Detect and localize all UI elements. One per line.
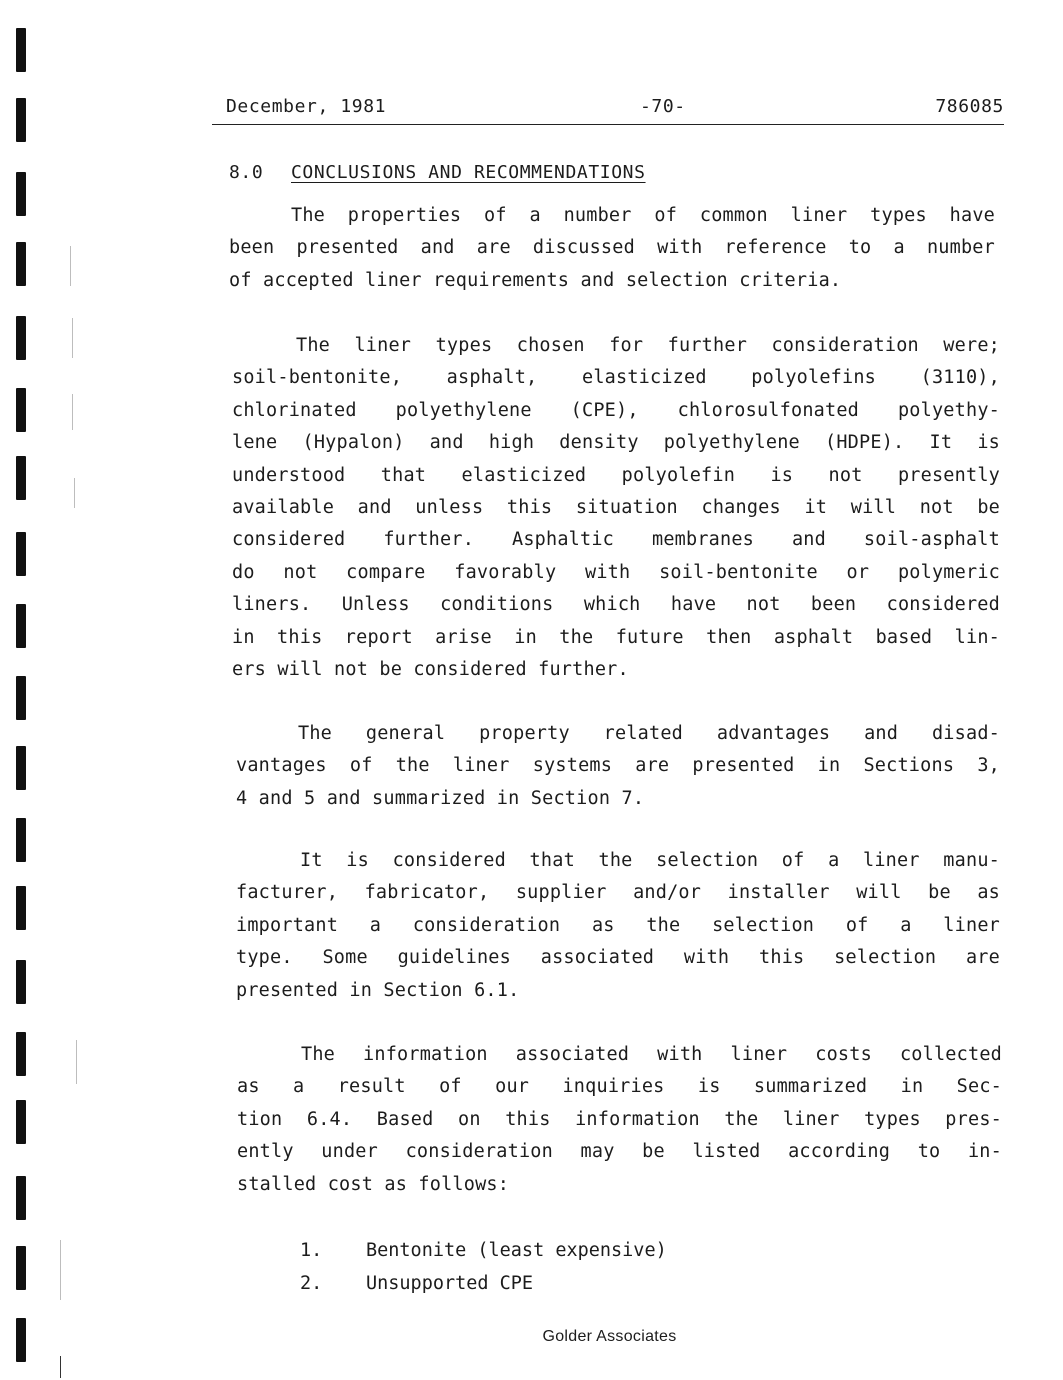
paragraph-line: been presented and are discussed with reference to a number — [229, 237, 995, 259]
binder-mark — [16, 532, 26, 576]
binder-mark — [16, 960, 26, 1004]
binder-mark — [16, 242, 26, 286]
scan-artifact-line — [60, 1240, 61, 1300]
binder-mark — [16, 886, 26, 930]
paragraph-line: important a consideration as the selection of a liner — [236, 914, 1000, 936]
paragraph-line: available and unless this situation changes it will not be — [232, 497, 1000, 519]
scan-artifact-line — [72, 394, 73, 430]
paragraph-line: ers will not be considered further. — [232, 659, 629, 681]
paragraph-line: in this report arise in the future then asphalt based lin- — [232, 626, 1000, 648]
binder-mark — [16, 1176, 26, 1220]
binder-mark — [16, 316, 26, 360]
list-item-text: Unsupported CPE — [366, 1273, 534, 1294]
paragraph-line: presented in Section 6.1. — [236, 979, 520, 1001]
binder-mark — [16, 456, 26, 500]
scan-artifact-line — [76, 1040, 77, 1084]
paragraph-line: soil-bentonite, asphalt, elasticized polyolefins (3110), — [232, 367, 1000, 389]
footer-company: Golder Associates — [542, 1328, 677, 1345]
paragraph-line: The general property related advantages and disad- — [298, 723, 1000, 744]
paragraph-line: of accepted liner requirements and selection criteria. — [229, 269, 842, 291]
paragraph-line: lene (Hypalon) and high density polyethylene (HDPE). It is — [232, 432, 1000, 454]
scan-artifact-line — [74, 478, 75, 508]
paragraph-line: The information associated with liner costs collected — [301, 1044, 1002, 1065]
list-item-number: 2. — [300, 1273, 323, 1294]
paragraph-line: as a result of our inquiries is summarized in Sec- — [237, 1076, 1002, 1098]
header-doc-number: 786085 — [935, 96, 1004, 117]
paragraph-line: understood that elasticized polyolefin is not presently — [232, 464, 1000, 486]
paragraph-line: ently under consideration may be listed according to in- — [237, 1141, 1002, 1163]
list-item-number: 1. — [300, 1240, 323, 1261]
binder-mark — [16, 172, 26, 216]
paragraph — [229, 200, 995, 297]
paragraph — [237, 1039, 1002, 1201]
header-date: December, 1981 — [226, 96, 387, 117]
binder-mark — [16, 1100, 26, 1144]
binder-mark — [16, 1246, 26, 1290]
page-footer — [0, 1328, 1063, 1346]
paragraph — [236, 845, 1000, 1007]
binder-mark — [16, 746, 26, 790]
binder-mark — [16, 676, 26, 720]
paragraph-line: stalled cost as follows: — [237, 1173, 510, 1195]
binder-mark — [16, 28, 26, 72]
binder-mark — [16, 98, 26, 142]
paragraph-line: do not compare favorably with soil-bentonite or polymeric — [232, 561, 1000, 583]
paragraph-line: chlorinated polyethylene (CPE), chlorosulfonated polyethy- — [232, 399, 1000, 421]
paragraph-line: 4 and 5 and summarized in Section 7. — [236, 787, 645, 809]
paragraph — [236, 718, 1000, 815]
paragraph-line: tion 6.4. Based on this information the liner types pres- — [237, 1108, 1002, 1130]
list-item — [300, 1267, 667, 1300]
paragraph — [232, 330, 1000, 686]
section-heading — [229, 162, 646, 183]
binder-mark — [16, 388, 26, 432]
paragraph-line: The properties of a number of common liner types have — [291, 205, 995, 226]
section-number: 8.0 — [229, 162, 264, 183]
paragraph-line: type. Some guidelines associated with this selection are — [236, 947, 1000, 969]
paragraph-line: The liner types chosen for further consideration were; — [296, 335, 1000, 356]
list-item-text: Bentonite (least expensive) — [366, 1240, 667, 1261]
paragraph-line: vantages of the liner systems are presented in Sections 3, — [236, 755, 1000, 777]
paragraph-line: facturer, fabricator, supplier and/or installer will be as — [236, 882, 1000, 904]
paragraph-line: liners. Unless conditions which have not been considered — [232, 594, 1000, 616]
cost-ranking-list — [300, 1234, 667, 1300]
scan-artifact-line — [60, 1356, 61, 1378]
list-item — [300, 1234, 667, 1267]
header-page-number: -70- — [640, 96, 686, 117]
binder-mark — [16, 818, 26, 862]
scan-artifact-line — [70, 246, 71, 286]
scan-artifact-line — [72, 318, 73, 358]
binder-mark — [16, 604, 26, 648]
paragraph-line: considered further. Asphaltic membranes and soil-asphalt — [232, 529, 1000, 551]
binder-mark — [16, 1032, 26, 1076]
paragraph-line: It is considered that the selection of a liner manu- — [300, 850, 1000, 871]
page-header — [212, 94, 1004, 125]
section-title: CONCLUSIONS AND RECOMMENDATIONS — [291, 162, 646, 183]
